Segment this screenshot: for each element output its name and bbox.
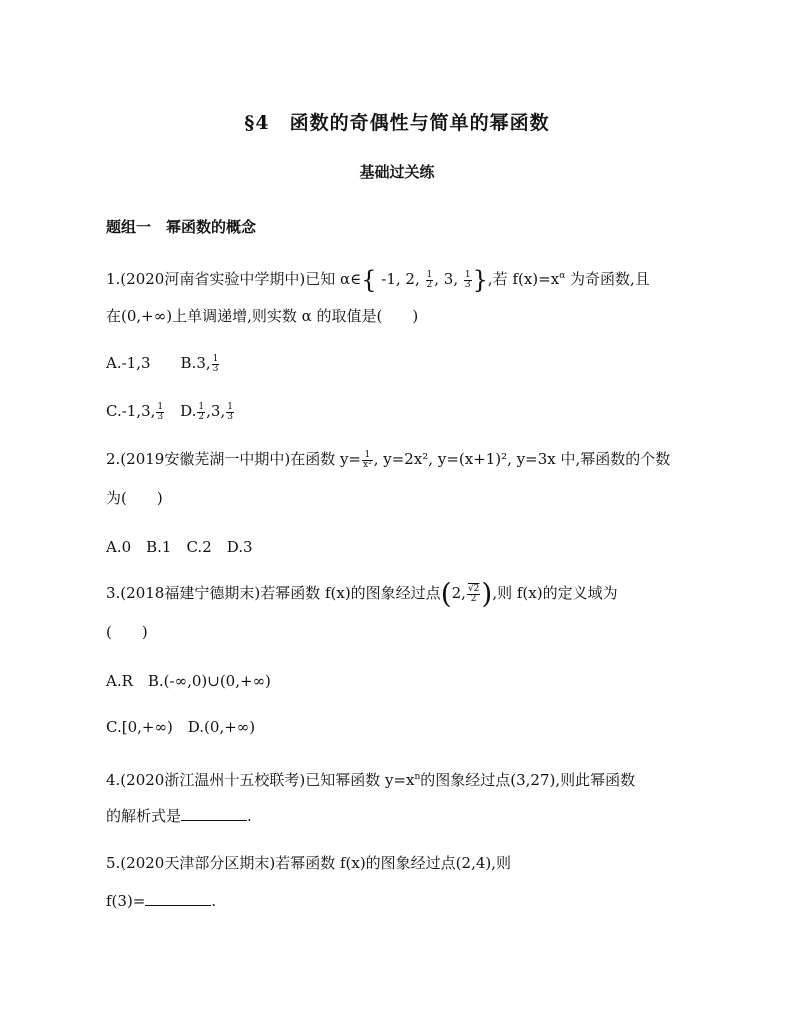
- answer-blank[interactable]: [145, 891, 211, 906]
- option-c-fraction: $\frac{1}{3}$: [157, 401, 164, 422]
- question-2-stem: 2.(2019安徽芜湖一中期中)在函数 y=: [106, 450, 362, 468]
- question-5-prompt: f(3)=: [106, 892, 146, 910]
- question-5-line-2: [106, 890, 216, 912]
- set-element: -1, 2,: [381, 270, 420, 288]
- point-y-fraction: $\frac{√2}{2}$: [467, 583, 480, 604]
- option-c: C.-1,3,: [106, 402, 156, 420]
- question-2-fraction: $\frac{1}{\text{x²}}$: [363, 449, 372, 470]
- option-a-b: A.-1,3 B.3,: [106, 354, 211, 372]
- question-3-stem: 3.(2018福建宁德期末)若幂函数 f(x)的图象经过点: [106, 584, 441, 602]
- set-fraction-third: $\frac{1}{3}$: [464, 269, 471, 290]
- group-heading: 题组一 幂函数的概念: [106, 218, 257, 236]
- question-1-options-cd: [106, 400, 235, 422]
- question-2-stem-end: , y=2x², y=(x+1)², y=3x 中,幂函数的个数: [373, 450, 671, 468]
- question-3-stem-end: ,则 f(x)的定义域为: [492, 584, 618, 602]
- question-4-stem: 4.(2020浙江温州十五校联考)已知幂函数 y=x: [106, 771, 415, 789]
- question-4-prompt: 的解析式是: [106, 807, 182, 825]
- right-brace: }: [472, 266, 488, 294]
- question-1-line-1: [106, 265, 650, 294]
- left-paren: (: [440, 577, 452, 610]
- question-3-line-2: ( ): [106, 623, 148, 641]
- question-1-condition-end: 为奇函数,且: [565, 270, 650, 288]
- option-d-fraction-2: $\frac{1}{3}$: [227, 401, 233, 422]
- set-element: , 3,: [434, 270, 459, 288]
- question-2-line-2: 为( ): [106, 489, 163, 507]
- question-2-options: A.0 B.1 C.2 D.3: [106, 538, 253, 556]
- question-3-options-ab: A.R B.(-∞,0)∪(0,+∞): [106, 672, 271, 690]
- question-2-line-1: [106, 448, 670, 470]
- section-subtitle: 基础过关练: [359, 163, 435, 181]
- option-d-fraction-1: $\frac{1}{2}$: [198, 401, 205, 422]
- question-3-line-1: [106, 577, 618, 610]
- point-x: 2,: [451, 584, 466, 602]
- question-3-options-cd: C.[0,+∞) D.(0,+∞): [106, 718, 256, 736]
- exponent: α: [559, 271, 566, 281]
- question-5-line-1: 5.(2020天津部分区期末)若幂函数 f(x)的图象经过点(2,4),则: [106, 854, 512, 872]
- question-1-options-ab: [106, 352, 220, 374]
- question-4-stem-end: 的图象经过点(3,27),则此幂函数: [420, 771, 636, 789]
- set-fraction-half: $\frac{1}{2}$: [426, 269, 433, 290]
- option-b-fraction: $\frac{1}{3}$: [212, 353, 219, 374]
- question-4-line-2: [106, 805, 252, 827]
- question-4-line-1: [106, 766, 635, 791]
- left-brace: {: [361, 266, 377, 294]
- right-paren: ): [481, 577, 493, 610]
- question-1-condition: ,若 f(x)=x: [487, 270, 560, 288]
- exponent: n: [414, 772, 421, 782]
- page-title: §4 函数的奇偶性与简单的幂函数: [244, 112, 550, 134]
- answer-blank[interactable]: [181, 806, 247, 821]
- period: .: [211, 892, 217, 910]
- period: .: [247, 807, 252, 825]
- option-d: D.: [165, 402, 197, 420]
- question-1-stem: 1.(2020河南省实验中学期中)已知 α∈: [106, 270, 362, 288]
- question-1-line-2: 在(0,+∞)上单调递增,则实数 α 的取值是( ): [106, 307, 419, 325]
- option-d-mid: ,3,: [206, 402, 226, 420]
